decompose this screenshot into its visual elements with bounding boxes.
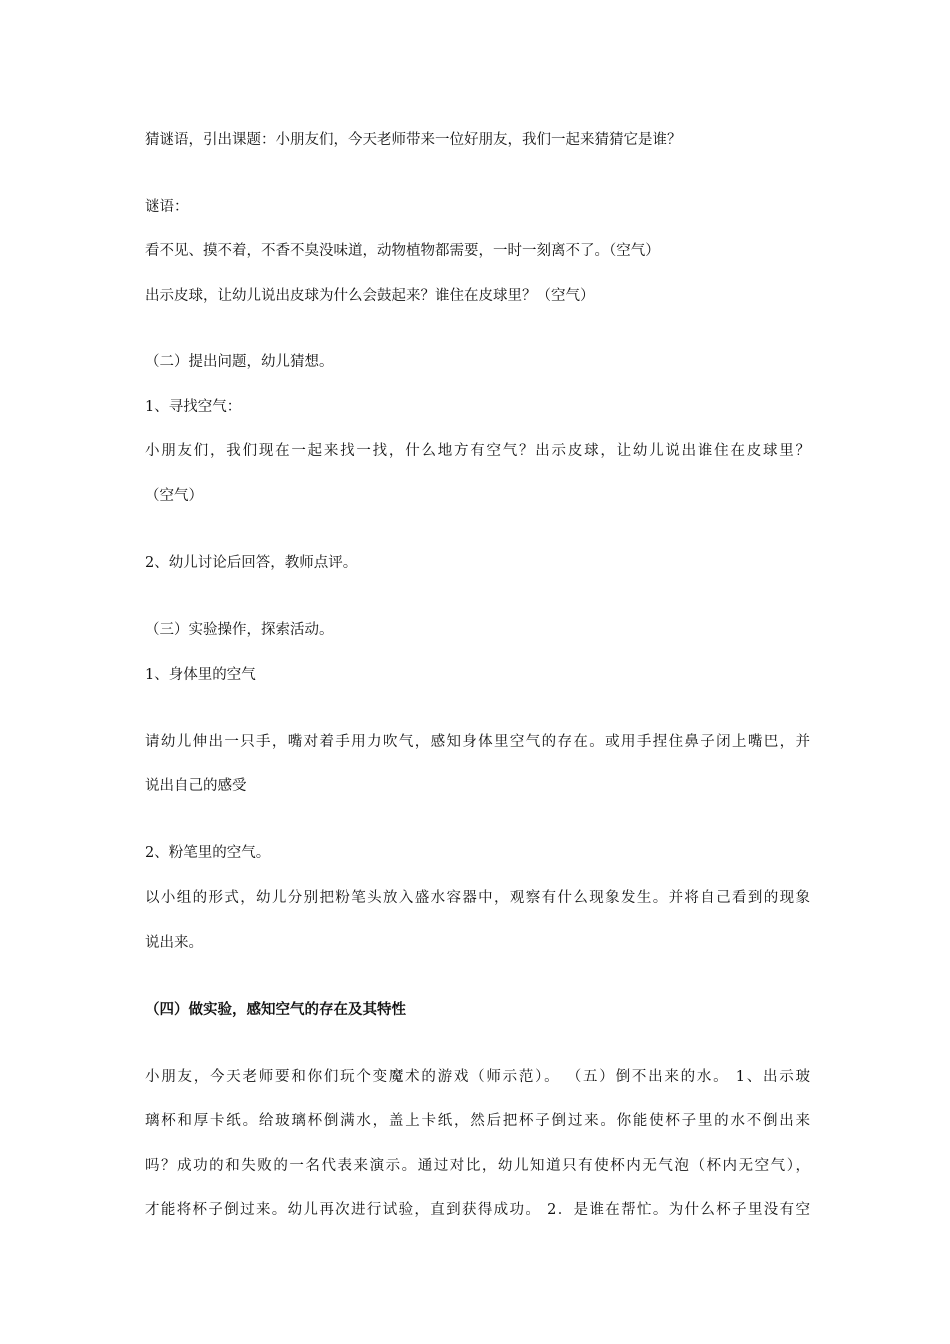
text-line: 1、寻找空气： xyxy=(145,399,242,415)
section-heading: （二）提出问题，幼儿猜想。 xyxy=(145,354,334,370)
text-line: 谜语： xyxy=(145,199,189,215)
bold-section-heading: （四）做实验，感知空气的存在及其特性 xyxy=(145,1001,406,1018)
text-line: 说出自己的感受 xyxy=(145,778,247,794)
text-line: 出示皮球，让幼儿说出皮球为什么会鼓起来？谁住在皮球里？（空气） xyxy=(145,288,595,304)
text-line: 才能将杯子倒过来。幼儿再次进行试验，直到获得成功。 2．是谁在帮忙。为什么杯子里没有空 xyxy=(145,1202,810,1218)
text-line: 1、身体里的空气 xyxy=(145,667,256,683)
text-line: 看不见、摸不着，不香不臭没味道，动物植物都需要，一时一刻离不了。（空气） xyxy=(145,243,660,259)
text-line: 以小组的形式，幼儿分别把粉笔头放入盛水容器中，观察有什么现象发生。并将自己看到的现象 xyxy=(145,890,810,906)
text-line: 璃杯和厚卡纸。给玻璃杯倒满水，盖上卡纸，然后把杯子倒过来。你能使杯子里的水不倒出来 xyxy=(145,1113,810,1129)
text-line: 2、幼儿讨论后回答，教师点评。 xyxy=(145,555,358,571)
text-line: 吗？成功的和失败的一名代表来演示。通过对比，幼儿知道只有使杯内无气泡（杯内无空气）， xyxy=(145,1158,810,1174)
text-line: 2、粉笔里的空气。 xyxy=(145,845,271,861)
text-line: 请幼儿伸出一只手，嘴对着手用力吹气，感知身体里空气的存在。或用手捏住鼻子闭上嘴巴，并 xyxy=(145,734,810,750)
text-line: 小朋友，今天老师要和你们玩个变魔术的游戏（师示范）。 （五）倒不出来的水。 1、出示玻 xyxy=(145,1069,810,1085)
section-heading: （三）实验操作，探索活动。 xyxy=(145,622,334,638)
text-line: （空气） xyxy=(145,488,203,504)
text-line: 猜谜语，引出课题：小朋友们，今天老师带来一位好朋友，我们一起来猜猜它是谁？ xyxy=(145,132,682,148)
text-line: 说出来。 xyxy=(145,935,203,951)
text-line: 小朋友们，我们现在一起来找一找，什么地方有空气？出示皮球，让幼儿说出谁住在皮球里？ xyxy=(145,443,810,459)
